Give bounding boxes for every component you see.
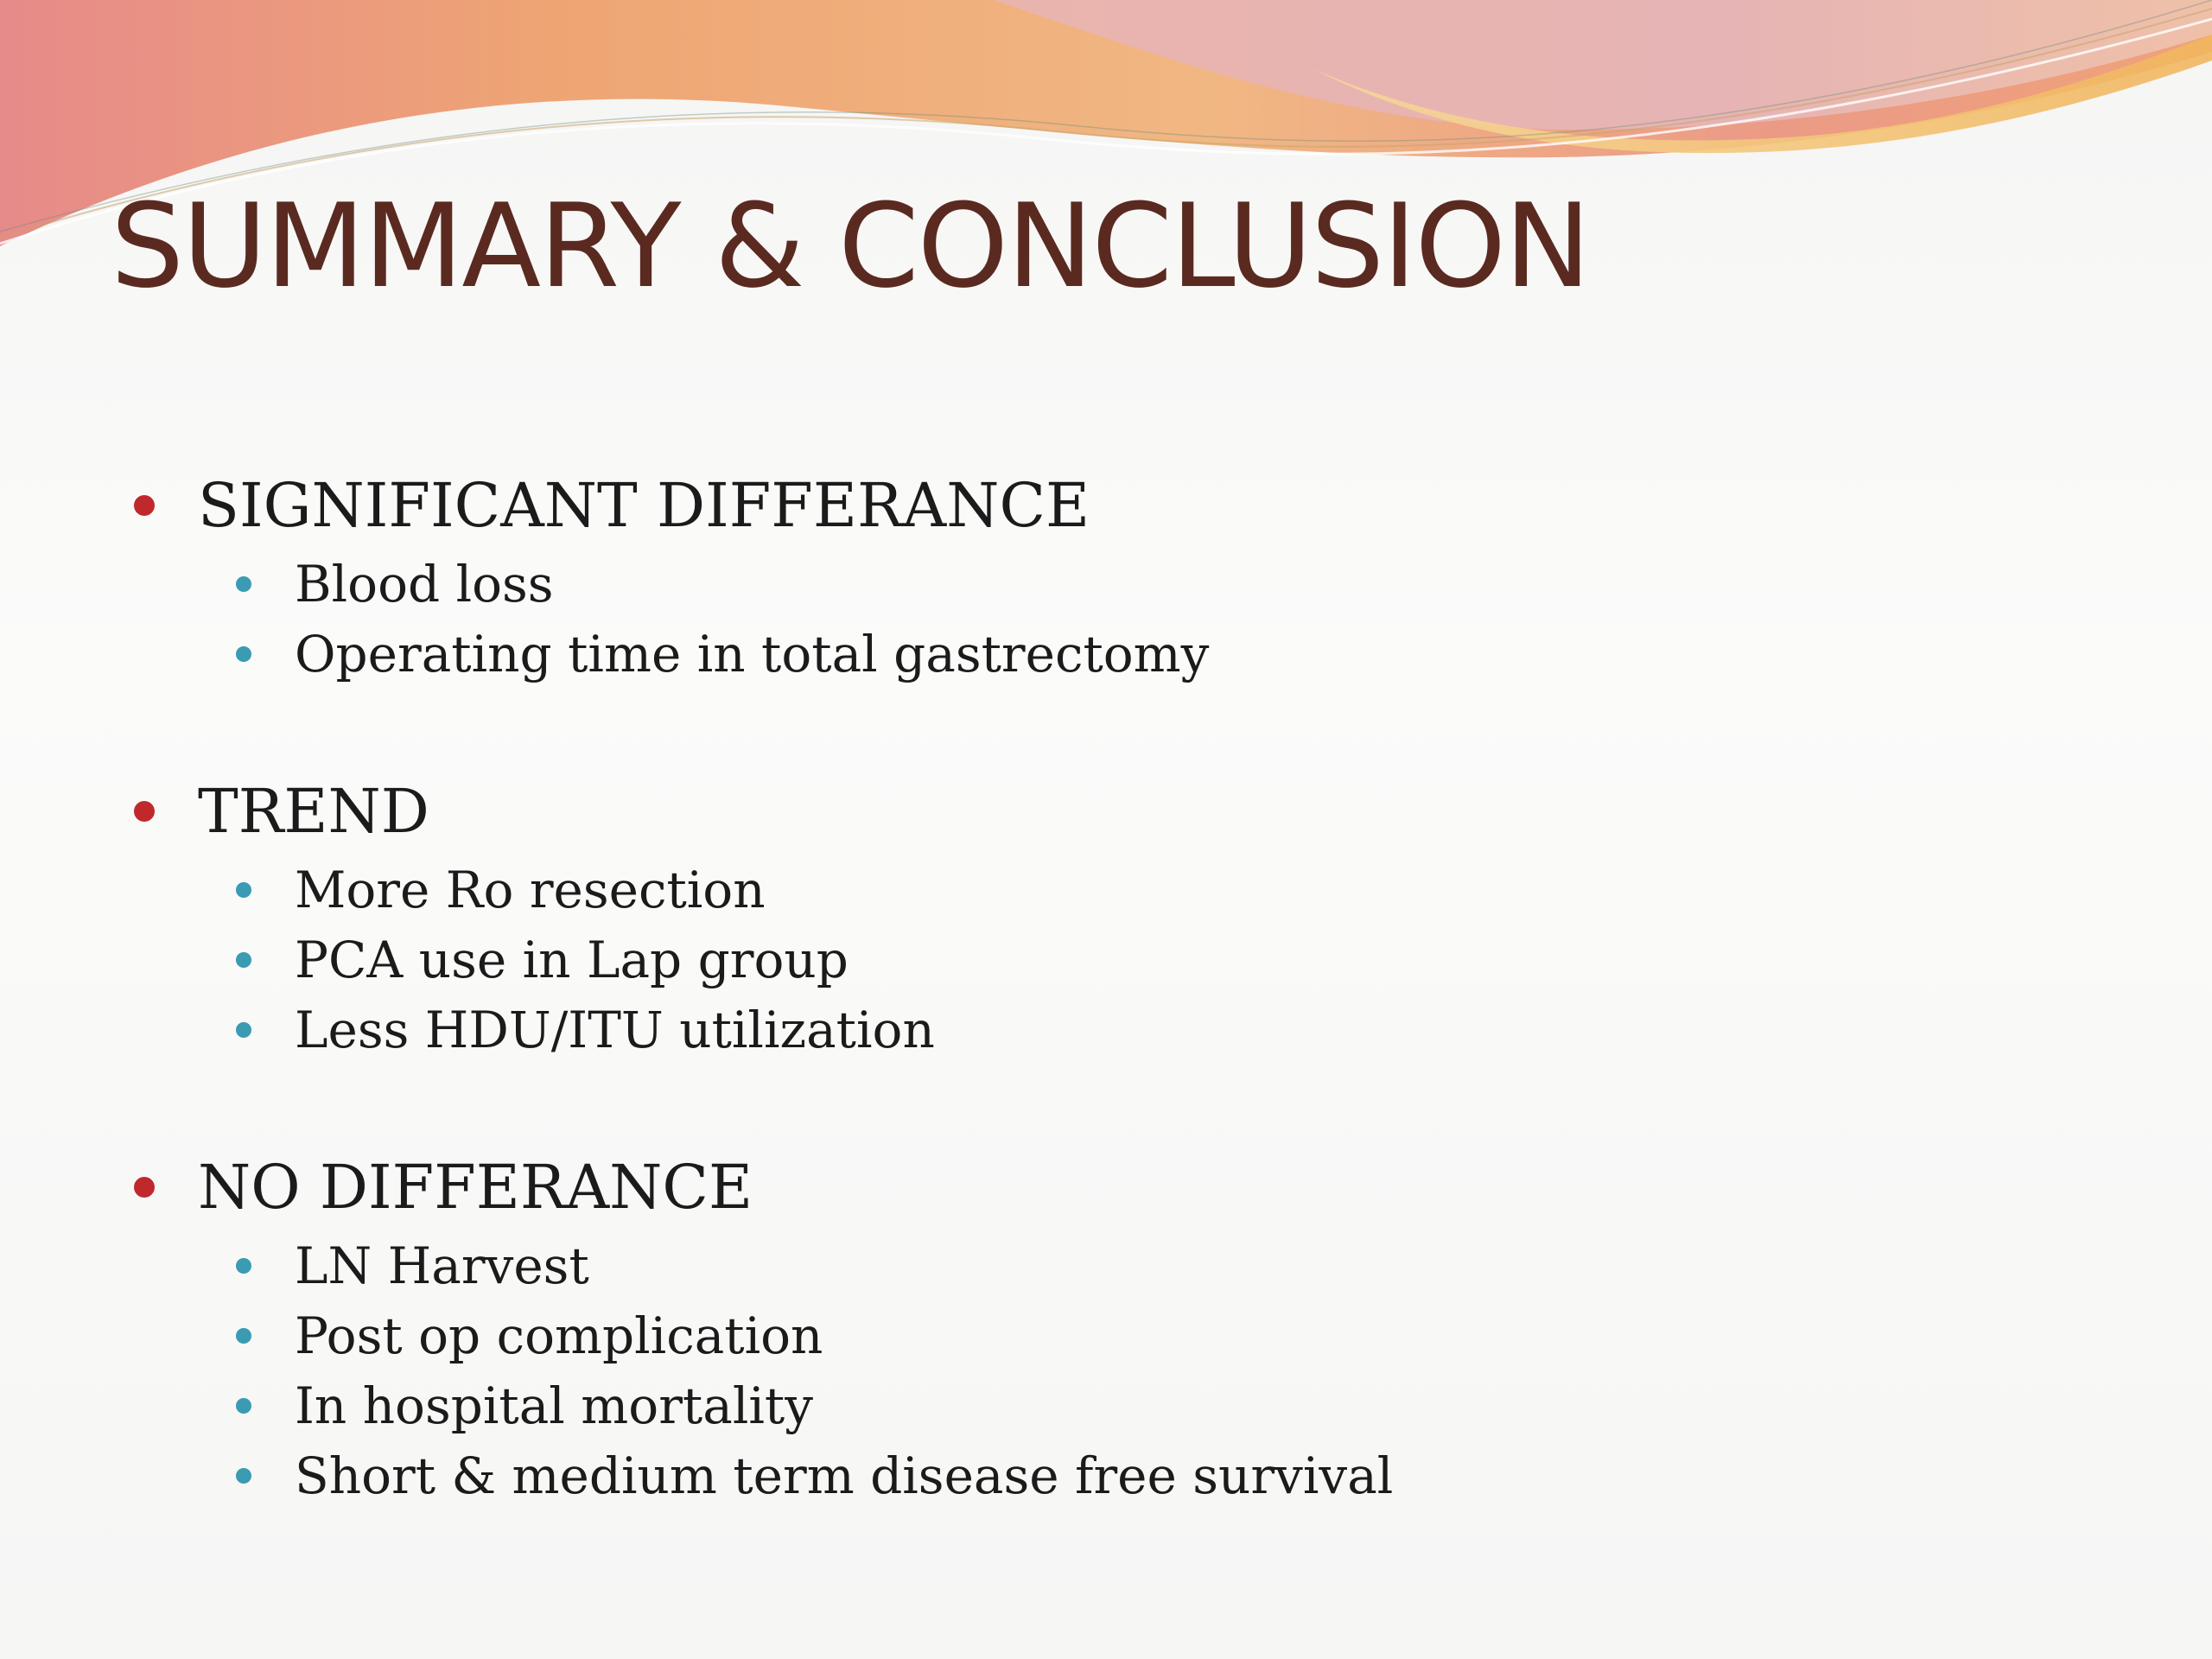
list-item-text: In hospital mortality [295, 1376, 813, 1435]
section-heading: TREND [198, 776, 429, 847]
list-item-text: Post op complication [295, 1306, 823, 1365]
sub-bullet-list [134, 1230, 2121, 1510]
list-item-text: Short & medium term disease free survival [295, 1446, 1394, 1505]
section-trend [134, 768, 2121, 1065]
list-item [236, 1370, 2121, 1440]
list-item [236, 995, 2121, 1065]
list-item [236, 619, 2121, 689]
red-bullet-icon [134, 495, 155, 516]
list-item [236, 1300, 2121, 1370]
list-item-text: Blood loss [295, 554, 554, 613]
teal-bullet-icon [236, 576, 251, 592]
bullet-content [134, 462, 2121, 1510]
sub-bullet-list [134, 549, 2121, 689]
list-item-text: Operating time in total gastrectomy [295, 624, 1210, 683]
section-no-difference [134, 1144, 2121, 1510]
section-heading-row [134, 1144, 2121, 1230]
section-heading: SIGNIFICANT DIFFERANCE [198, 470, 1090, 541]
list-item [236, 925, 2121, 995]
list-item [236, 855, 2121, 925]
teal-bullet-icon [236, 1328, 251, 1344]
slide-title: SUMMARY & CONCLUSION [111, 179, 1590, 314]
list-item-text: LN Harvest [295, 1236, 589, 1295]
section-heading-row [134, 768, 2121, 855]
list-item-text: PCA use in Lap group [295, 930, 849, 989]
list-item-text: More Ro resection [295, 860, 766, 919]
list-item [236, 549, 2121, 619]
red-bullet-icon [134, 801, 155, 822]
section-significant-difference [134, 462, 2121, 689]
list-item [236, 1440, 2121, 1510]
teal-bullet-icon [236, 882, 251, 898]
teal-bullet-icon [236, 1398, 251, 1414]
teal-bullet-icon [236, 1468, 251, 1484]
section-heading-row [134, 462, 2121, 549]
list-item [236, 1230, 2121, 1300]
teal-bullet-icon [236, 952, 251, 968]
red-bullet-icon [134, 1177, 155, 1198]
sub-bullet-list [134, 855, 2121, 1065]
section-heading: NO DIFFERANCE [198, 1152, 753, 1223]
teal-bullet-icon [236, 646, 251, 662]
list-item-text: Less HDU/ITU utilization [295, 1000, 935, 1059]
teal-bullet-icon [236, 1022, 251, 1038]
teal-bullet-icon [236, 1258, 251, 1274]
